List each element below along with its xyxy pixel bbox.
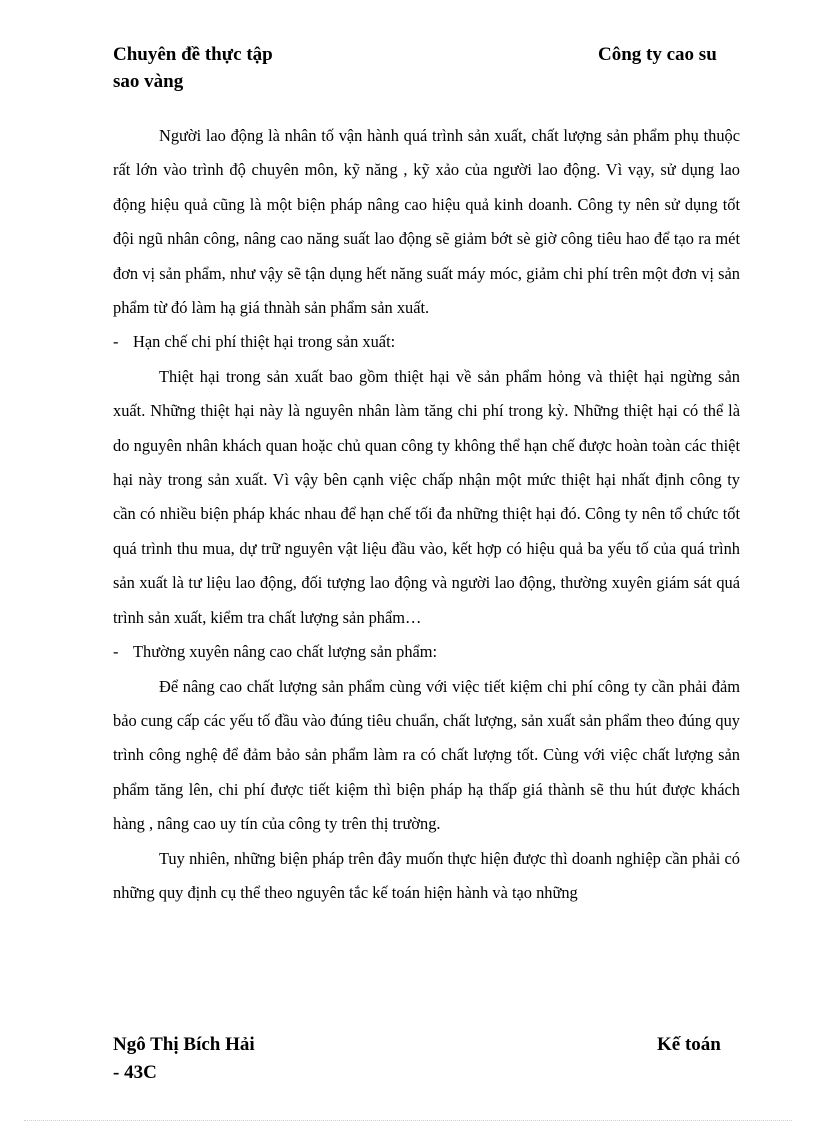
paragraph-labor-efficiency: Người lao động là nhân tố vận hành quá trình sản xuất, chất lượng sản phẩm phụ thuộc rất lớn vào trình độ chuyên môn, kỹ năng , kỹ xảo của người lao động. Vì vạy, sử dụng lao động hiệu quả cũng là một biện pháp nâng cao hiệu quả kinh doanh. Công ty nên sử dụng tốt đội ngũ nhân công, nâng cao năng suất lao động sẽ giảm bớt sè giờ công tiêu hao để tạo ra mét đơn vị sản phẩm, như vậy sẽ tận dụng hết năng suất máy móc, giảm chi phí trên một đơn vị sản phẩm từ đó làm hạ giá thnàh sản phẩm sản xuất. xyxy=(113,126,740,318)
page-bottom-divider xyxy=(24,1120,792,1121)
paragraph-conclusion: Tuy nhiên, những biện pháp trên đây muốn thực hiện được thì doanh nghiệp cần phải có những quy định cụ thể theo nguyên tắc kế toán hiện hành và tạo những xyxy=(113,848,740,902)
bullet-label: Hạn chế chi phí thiệt hại trong sản xuất: xyxy=(133,332,396,352)
bullet-limit-damage-costs xyxy=(113,325,740,359)
document-body xyxy=(113,119,740,910)
footer-class-code: - 43C xyxy=(113,1062,157,1083)
paragraph-product-quality: Để nâng cao chất lượng sản phẩm cùng với việc tiết kiệm chi phí công ty cần phải đảm bảo cung cấp các yếu tố đầu vào đúng tiêu chuẩn, chất lượng, sản xuất sản phẩm theo đúng quy trình công nghệ để đảm bảo sản phẩm làm ra có chất lượng tốt. Cùng với việc chất lượng sản phẩm tăng lên, chi phí được tiết kiệm thì biện pháp hạ thấp giá thành sẽ thu hút được khách hàng , nâng cao uy tín của công ty trên thị trường. xyxy=(113,676,740,834)
bullet-marker: - xyxy=(113,642,119,662)
footer-department: Kế toán xyxy=(657,1034,721,1055)
header-document-title: Chuyên đề thực tập xyxy=(113,44,273,65)
header-company-name-continuation: sao vàng xyxy=(113,71,184,92)
footer-author-name: Ngô Thị Bích Hải xyxy=(113,1034,255,1055)
bullet-label: Thường xuyên nâng cao chất lượng sản phẩm: xyxy=(133,642,438,662)
header-company-name: Công ty cao su xyxy=(598,44,717,65)
bullet-improve-quality xyxy=(113,635,740,669)
bullet-marker: - xyxy=(113,332,119,352)
paragraph-production-damages: Thiệt hại trong sản xuất bao gồm thiệt hại về sản phẩm hỏng và thiệt hại ngừng sản xuất. Những thiệt hại này là nguyên nhân làm tăng chi phí trong kỳ. Những thiệt hại có thể là do nguyên nhân khách quan hoặc chủ quan công ty không thể hạn chế được hoàn toàn các thiệt hại này trong sản xuất. Vì vậy bên cạnh việc chấp nhận một mức thiệt hại nhất định công ty cần có nhiều biện pháp khác nhau để hạn chế tối đa những thiệt hại đó. Công ty nên tổ chức tốt quá trình thu mua, dự trữ nguyên vật liệu đầu vào, kết hợp có hiệu quả ba yếu tố của quá trình sản xuất là tư liệu lao động, đối tượng lao động và người lao động, thường xuyên giám sát quá trình sản xuất, kiểm tra chất lượng sản phẩm… xyxy=(113,366,740,627)
